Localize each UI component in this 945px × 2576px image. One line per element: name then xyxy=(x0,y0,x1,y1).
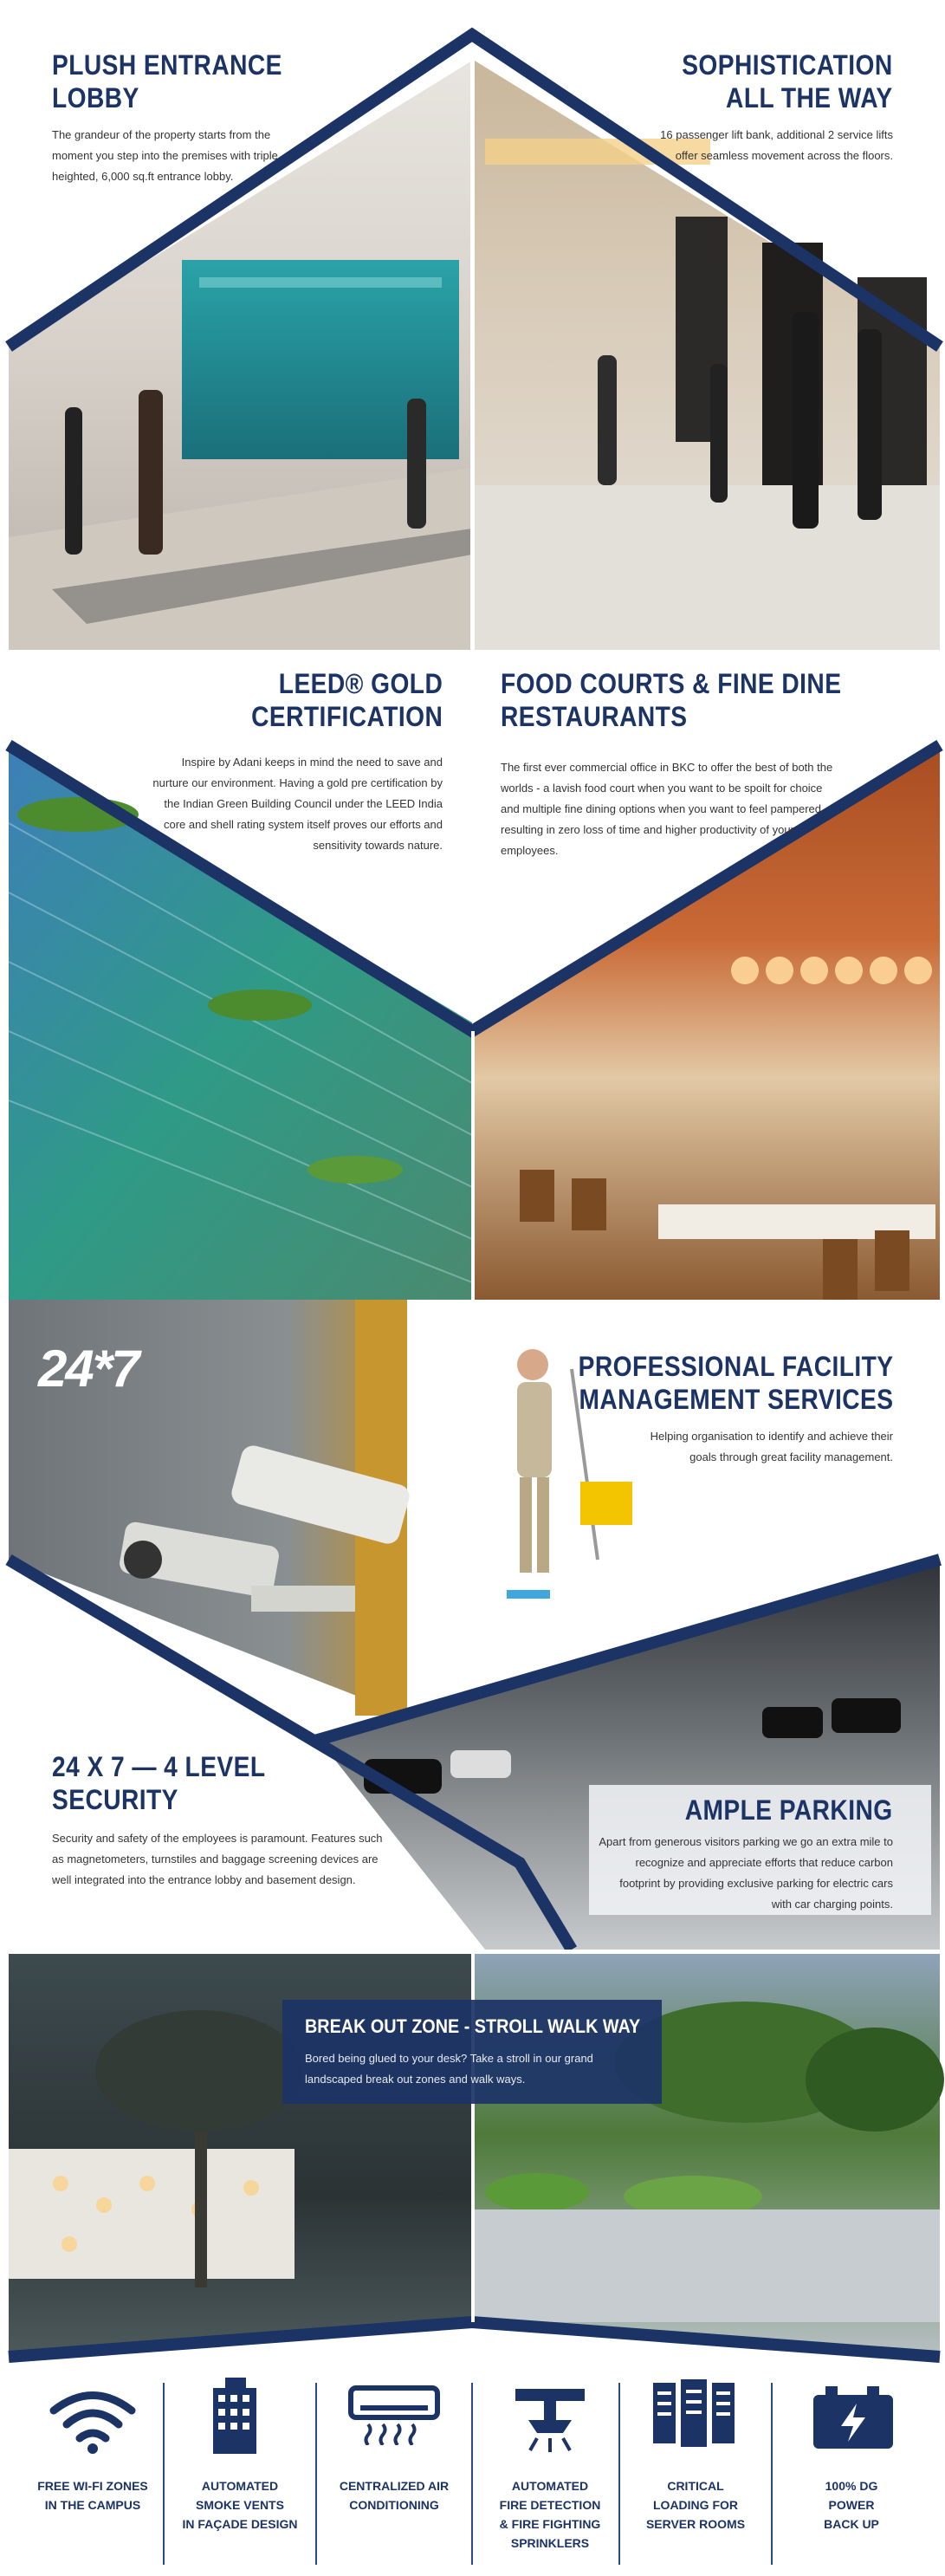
air-conditioner-icon xyxy=(346,2385,442,2445)
breakout-text: Bored being glued to your desk? Take a stroll in our grand landscaped break out zones and walk ways. xyxy=(305,2052,593,2086)
feature-label-sprinklers: AUTOMATED FIRE DETECTION & FIRE FIGHTING SPRINKLERS xyxy=(499,2479,601,2550)
feature-divider xyxy=(771,2383,773,2565)
feature-label-air-conditioning: CENTRALIZED AIR CONDITIONING xyxy=(339,2479,450,2512)
food-title: FOOD COURTS & FINE DINE RESTAURANTS xyxy=(501,668,842,732)
feature-label-server-rooms: CRITICAL LOADING FOR SERVER ROOMS xyxy=(645,2479,746,2531)
feature-divider xyxy=(163,2383,165,2565)
feature-label-wifi: FREE WI-FI ZONES IN THE CAMPUS xyxy=(37,2479,148,2512)
feature-label-smoke-vents: AUTOMATED SMOKE VENTS IN FAÇADE DESIGN xyxy=(182,2479,298,2531)
parking-title: AMPLE PARKING xyxy=(685,1794,893,1826)
sophistication-title: SOPHISTICATION ALL THE WAY xyxy=(682,49,893,114)
sophistication-text: 16 passenger lift bank, additional 2 service lifts offer seamless movement across the floors. xyxy=(660,128,893,162)
facility-text: Helping organisation to identify and achieve their goals through great facility management. xyxy=(650,1430,893,1463)
smoke-vent-building-icon xyxy=(204,2376,265,2454)
breakout-title: BREAK OUT ZONE - STROLL WALK WAY xyxy=(305,2015,641,2037)
parking-text: Apart from generous visitors parking we go an extra mile to recognize and appreciate efforts that reduce carbon footprint by providing exclusive parking for electric cars with car charging points. xyxy=(599,1835,893,1911)
server-rack-icon xyxy=(650,2378,736,2456)
security-text: Security and safety of the employees is paramount. Features such as magnetometers, turnstiles and baggage screening devices are well integrated into the entrance lobby and basement design. xyxy=(52,1832,383,1886)
feature-label-power-backup: 100% DG POWER BACK UP xyxy=(824,2479,879,2531)
sprinkler-icon xyxy=(511,2385,589,2454)
feature-divider xyxy=(471,2383,473,2565)
lobby-title: PLUSH ENTRANCE LOBBY xyxy=(52,49,282,114)
security-title: 24 X 7 — 4 LEVEL SECURITY xyxy=(52,1751,266,1815)
leed-text: Inspire by Adani keeps in mind the need to save and nurture our environment. Having a gold pre certification by the Indian Green Building Council under the LEED India core and shell rating system itself proves our efforts and sensitivity towards nature. xyxy=(152,756,443,852)
leed-title: LEED® GOLD CERTIFICATION xyxy=(250,668,443,732)
feature-divider xyxy=(315,2383,317,2565)
battery-power-icon xyxy=(810,2385,896,2454)
wifi-icon xyxy=(45,2385,140,2454)
facility-title: PROFESSIONAL FACILITY MANAGEMENT SERVICES xyxy=(578,1351,893,1415)
food-text: The first ever commercial office in BKC to offer the best of both the worlds - a lavish food court when you want to be spoilt for choice and multiple fine dining options when you want to feel pampered, resulting in zero loss of time and higher productivity of your employees. xyxy=(501,761,833,857)
lobby-text: The grandeur of the property starts from the moment you step into the premises with triple heighted, 6,000 sq.ft entrance lobby. xyxy=(52,128,278,183)
badge-247: 24*7 xyxy=(38,1340,139,1398)
